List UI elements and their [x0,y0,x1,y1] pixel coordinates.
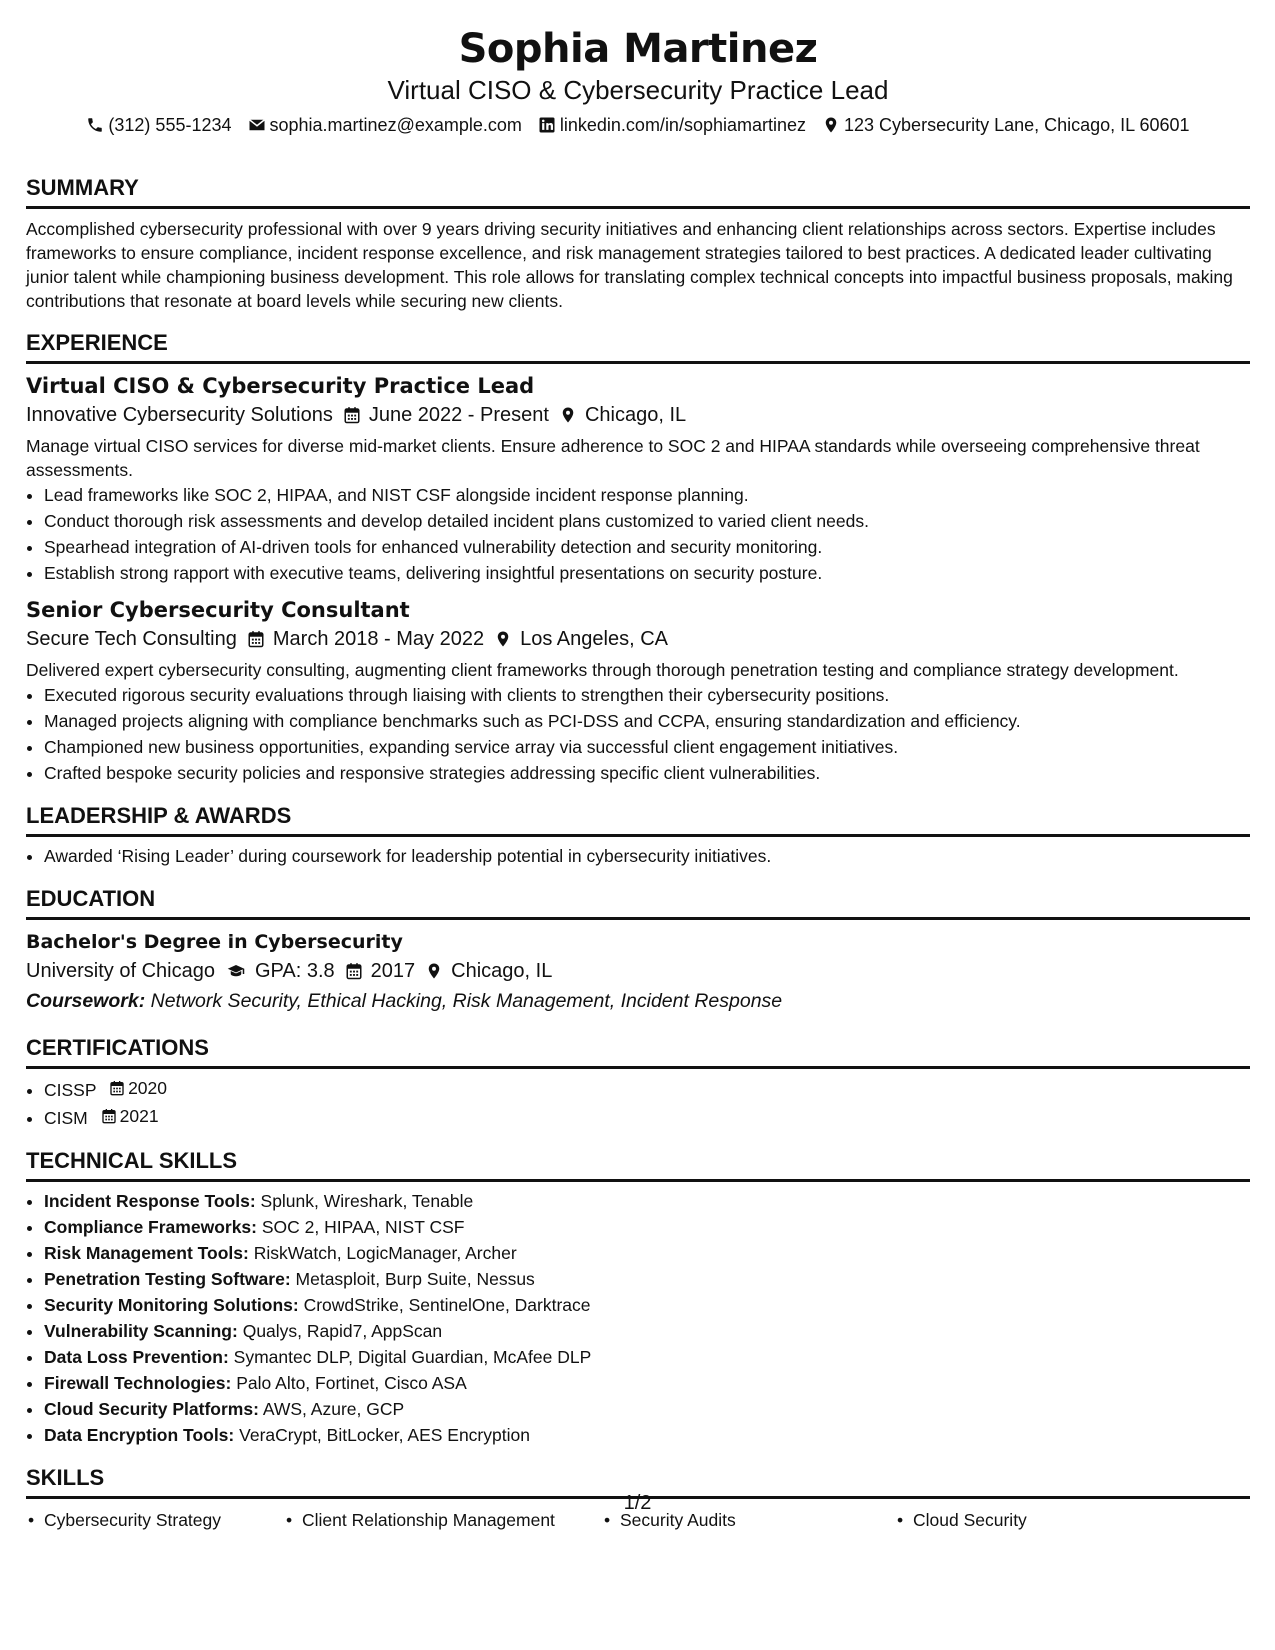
page-number: 1/2 [623,1492,652,1514]
list-item: • Crafted bespoke security policies and responsive strategies addressing specific client vulnerabilities. [44,760,1250,786]
coursework-label: Coursework: [26,990,146,1012]
list-item: • Data Encryption Tools: VeraCrypt, BitLocker, AES Encryption [44,1422,1250,1448]
job-description: Manage virtual CISO services for diverse mid-market clients. Ensure adherence to SOC 2 and HIPAA standards while overseeing comprehensive threat assessments. [26,436,1200,480]
education-gpa: GPA: 3.8 [225,956,335,986]
list-item: • Lead frameworks like SOC 2, HIPAA, and NIST CSF alongside incident response planning. [44,482,1250,508]
list-item: • Risk Management Tools: RiskWatch, LogicManager, Archer [44,1240,1250,1266]
certifications-list [26,1075,1250,1131]
list-item: • Cloud Security [895,1507,1153,1533]
contact-email[interactable] [248,112,522,138]
envelope-icon [248,116,266,134]
list-item: • Security Monitoring Solutions: CrowdStrike, SentinelOne, Darktrace [44,1292,1250,1318]
list-item: • Championed new business opportunities, expanding service array via successful client engagement initiatives. [44,734,1250,760]
contact-address [822,112,1190,138]
list-item: • Firewall Technologies: Palo Alto, Fortinet, Cisco ASA [44,1370,1250,1396]
list-item: • Cloud Security Platforms: AWS, Azure, GCP [44,1396,1250,1422]
linkedin-icon [538,116,556,134]
education-year: 2017 [345,956,416,986]
map-pin-icon [822,116,840,134]
calendar-icon [247,630,265,648]
list-item: • Vulnerability Scanning: Qualys, Rapid7, AppScan [44,1318,1250,1344]
map-pin-icon [494,630,512,648]
job-meta [26,400,1250,430]
candidate-role: Virtual CISO & Cybersecurity Practice Lead [387,75,889,105]
leadership-section [26,802,1250,869]
summary-heading: SUMMARY [26,174,1250,209]
certifications-heading: CERTIFICATIONS [26,1034,1250,1069]
summary-text: Accomplished cybersecurity professional with over 9 years driving security initiatives and enhancing client relationships across sectors. Expertise includes frameworks to ensure compliance, incident response excellence, and risk management strategies tailored to best practices. A dedicated leader cultivating junior talent while championing business development. This role allows for translating complex technical concepts into impactful business proposals, making contributions that resonate at board levels while securing new clients. [26,219,1233,311]
coursework-text: Network Security, Ethical Hacking, Risk Management, Incident Response [150,990,783,1012]
job-entry [26,372,1250,586]
experience-heading: EXPERIENCE [26,329,1250,364]
list-item: • Awarded ‘Rising Leader’ during coursework for leadership potential in cybersecurity initiatives. [44,843,1250,869]
list-item: • Spearhead integration of AI-driven tools for enhanced vulnerability detection and security monitoring. [44,534,1250,560]
education-heading: EDUCATION [26,885,1250,920]
summary-section [26,174,1250,313]
education-section [26,885,1250,1016]
list-item: • Managed projects aligning with compliance benchmarks such as PCI-DSS and CCPA, ensuring standardization and efficiency. [44,708,1250,734]
leadership-heading: LEADERSHIP & AWARDS [26,802,1250,837]
experience-section [26,329,1250,786]
calendar-icon [345,962,363,980]
job-location: Los Angeles, CA [494,624,668,654]
candidate-name: Sophia Martinez [458,26,818,72]
contact-phone [86,112,231,138]
calendar-icon [101,1108,117,1124]
email-text[interactable]: sophia.martinez@example.com [269,115,522,135]
list-item: • Conduct thorough risk assessments and develop detailed incident plans customized to varied client needs. [44,508,1250,534]
technical-skills-list [26,1188,1250,1448]
phone-icon [86,116,104,134]
degree-title: Bachelor's Degree in Cybersecurity [26,931,403,953]
calendar-icon [343,406,361,424]
address-text: 123 Cybersecurity Lane, Chicago, IL 60601 [844,115,1190,135]
list-item: • Compliance Frameworks: SOC 2, HIPAA, NIST CSF [44,1214,1250,1240]
job-entry [26,596,1250,786]
job-title: Virtual CISO & Cybersecurity Practice Lead [26,374,535,398]
list-item: • Security Audits [602,1507,895,1533]
list-item: • Client Relationship Management [284,1507,602,1533]
education-location: Chicago, IL [425,956,552,986]
job-dates: March 2018 - May 2022 [247,624,484,654]
list-item: • Establish strong rapport with executive teams, delivering insightful presentations on security posture. [44,560,1250,586]
job-company: Secure Tech Consulting [26,628,237,650]
coursework [26,986,1250,1016]
skills-heading: SKILLS [26,1464,1250,1499]
job-meta [26,624,1250,654]
list-item: • Incident Response Tools: Splunk, Wireshark, Tenable [44,1188,1250,1214]
leadership-list [26,843,1250,869]
job-location: Chicago, IL [559,400,686,430]
job-company: Innovative Cybersecurity Solutions [26,404,333,426]
linkedin-text[interactable]: linkedin.com/in/sophiamartinez [559,115,807,135]
job-bullets [26,682,1250,786]
contact-linkedin[interactable] [538,112,806,138]
technical-skills-heading: TECHNICAL SKILLS [26,1147,1250,1182]
graduation-cap-icon [225,962,247,980]
map-pin-icon [425,962,443,980]
list-item: • CISSP 2020 [44,1075,1250,1103]
job-bullets [26,482,1250,586]
list-item: • CISM 2021 [44,1103,1250,1131]
resume-page [26,0,1250,1533]
job-dates: June 2022 - Present [343,400,549,430]
job-description: Delivered expert cybersecurity consulting, augmenting client frameworks through thorough penetration testing and compliance strategy development. [26,660,1179,680]
job-title: Senior Cybersecurity Consultant [26,598,410,622]
certifications-section [26,1034,1250,1131]
list-item: • Cybersecurity Strategy [26,1507,284,1533]
education-meta [26,956,1250,986]
technical-skills-section [26,1147,1250,1448]
list-item: • Data Loss Prevention: Symantec DLP, Digital Guardian, McAfee DLP [44,1344,1250,1370]
contact-bar [26,112,1250,138]
list-item: • Penetration Testing Software: Metasploit, Burp Suite, Nessus [44,1266,1250,1292]
phone-text: (312) 555-1234 [108,115,232,135]
map-pin-icon [559,406,577,424]
school-name: University of Chicago [26,960,215,982]
calendar-icon [109,1080,125,1096]
list-item: • Executed rigorous security evaluations through liaising with clients to strengthen their cybersecurity positions. [44,682,1250,708]
